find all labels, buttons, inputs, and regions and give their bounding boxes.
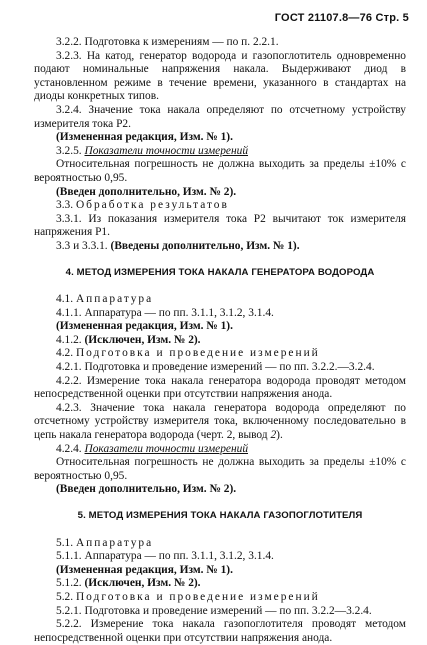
- clause-4-1: [34, 293, 406, 307]
- clause-heading: Аппаратура: [75, 536, 154, 549]
- amendment-note: (Измененная редакция, Изм. № 1).: [56, 563, 233, 576]
- clause-4-2-3: [34, 402, 406, 443]
- clause-number: 4.1.2.: [56, 333, 82, 346]
- clause-text-end: ).: [276, 429, 283, 442]
- clause-4-2: [34, 347, 406, 361]
- clause-5-1: [34, 537, 406, 551]
- clause-4-2-2: 4.2.2. Измерение тока накала генератора водорода проводят методом непосредственной оценки при отсутствии напряжения анода.: [34, 374, 406, 401]
- clause-number: 3.2.5.: [56, 144, 82, 157]
- clause-3-2-4: 3.2.4. Значение тока накала определяют по отсчетному устройству измерителя тока Р2.: [34, 103, 406, 130]
- excluded-note: (Исключен, Изм. № 2).: [84, 577, 201, 590]
- section-4-title: 4. МЕТОД ИЗМЕРЕНИЯ ТОКА НАКАЛА ГЕНЕРАТОРА ВОДОРОДА: [65, 266, 375, 278]
- clause-heading: Показатели точности измерений: [84, 442, 249, 455]
- clause-3-3: [34, 199, 406, 213]
- clause-heading: Показатели точности измерений: [84, 144, 249, 157]
- document-body: [34, 36, 406, 645]
- amendment-note: (Измененная редакция, Изм. № 1).: [56, 131, 233, 144]
- clause-number: 3.3.: [56, 199, 74, 212]
- clause-number: 4.2.4.: [56, 442, 82, 455]
- page-header: ГОСТ 21107.8—76 Стр. 5: [274, 12, 409, 24]
- clause-3-2-5: [34, 145, 406, 159]
- clause-4-1-2: [34, 334, 406, 348]
- excluded-note: (Исключен, Изм. № 2).: [84, 333, 201, 346]
- clause-5-2-1: 5.2.1. Подготовка и проведение измерений — по пп. 3.2.2—3.2.4.: [56, 604, 372, 617]
- accuracy-text: Относительная погрешность не должна выходить за пределы ±10% с вероятностью 0,95.: [34, 456, 406, 482]
- clause-5-1-1: 5.1.1. Аппаратура — по пп. 3.1.1, 3.1.2, 3.1.4.: [56, 550, 274, 563]
- clause-number: 3.3 и 3.3.1.: [56, 239, 108, 252]
- pin-number: 2: [270, 429, 277, 442]
- addition-note-3-3: [34, 240, 406, 254]
- clause-4-1-1: 4.1.1. Аппаратура — по пп. 3.1.1, 3.1.2, 3.1.4.: [56, 306, 274, 319]
- clause-3-2-2: 3.2.2. Подготовка к измерениям — по п. 2.2.1.: [56, 36, 279, 48]
- clause-heading: Подготовка и проведение измерений: [75, 347, 320, 360]
- addition-note: (Введен дополнительно, Изм. № 2).: [56, 185, 237, 198]
- clause-heading: Аппаратура: [75, 293, 154, 306]
- clause-5-2-2: 5.2.2. Измерение тока накала газопоглотителя проводят методом непосредственной оценки при отсутствии напряжения анода.: [34, 618, 406, 644]
- section-5-title: 5. МЕТОД ИЗМЕРЕНИЯ ТОКА НАКАЛА ГАЗОПОГЛОТИТЕЛЯ: [77, 510, 363, 521]
- clause-5-2: [34, 591, 406, 605]
- clause-text: 4.2.3. Значение тока накала генератора водорода определяют по отсчетному устройству измерителя тока, включенному последовательно в цепь накала генератора водорода (черт. 2, вывод: [34, 401, 406, 442]
- addition-note-text: (Введены дополнительно, Изм. № 1).: [110, 239, 300, 252]
- clause-5-1-2: [34, 577, 406, 591]
- clause-number: 4.1.: [56, 293, 74, 306]
- addition-note: (Введен дополнительно, Изм. № 2).: [56, 483, 237, 496]
- accuracy-text: Относительная погрешность не должна выходить за пределы ±10% с вероятностью 0,95.: [34, 158, 406, 184]
- clause-4-2-4: [34, 443, 406, 457]
- clause-number: 5.1.2.: [56, 577, 82, 590]
- clause-4-2-1: 4.2.1. Подготовка и проведение измерений — по пп. 3.2.2.—3.2.4.: [56, 361, 375, 374]
- clause-number: 5.2.: [56, 590, 74, 603]
- clause-heading: Подготовка и проведение измерений: [75, 590, 320, 603]
- clause-3-3-1: 3.3.1. Из показания измерителя тока Р2 вычитают ток измерителя напряжения Р1.: [34, 212, 406, 239]
- clause-number: 4.2.: [56, 347, 74, 360]
- clause-heading: Обработка результатов: [75, 199, 229, 212]
- clause-3-2-3: 3.2.3. На катод, генератор водорода и газопоглотитель одновременно подают номинальные напряжения накала. Выдерживают диод в установленном режиме в течение времени, указанного в стандартах на диоды конкретных типов.: [34, 49, 406, 103]
- amendment-note: (Измененная редакция, Изм. № 1).: [56, 320, 233, 333]
- clause-number: 5.1.: [56, 536, 74, 549]
